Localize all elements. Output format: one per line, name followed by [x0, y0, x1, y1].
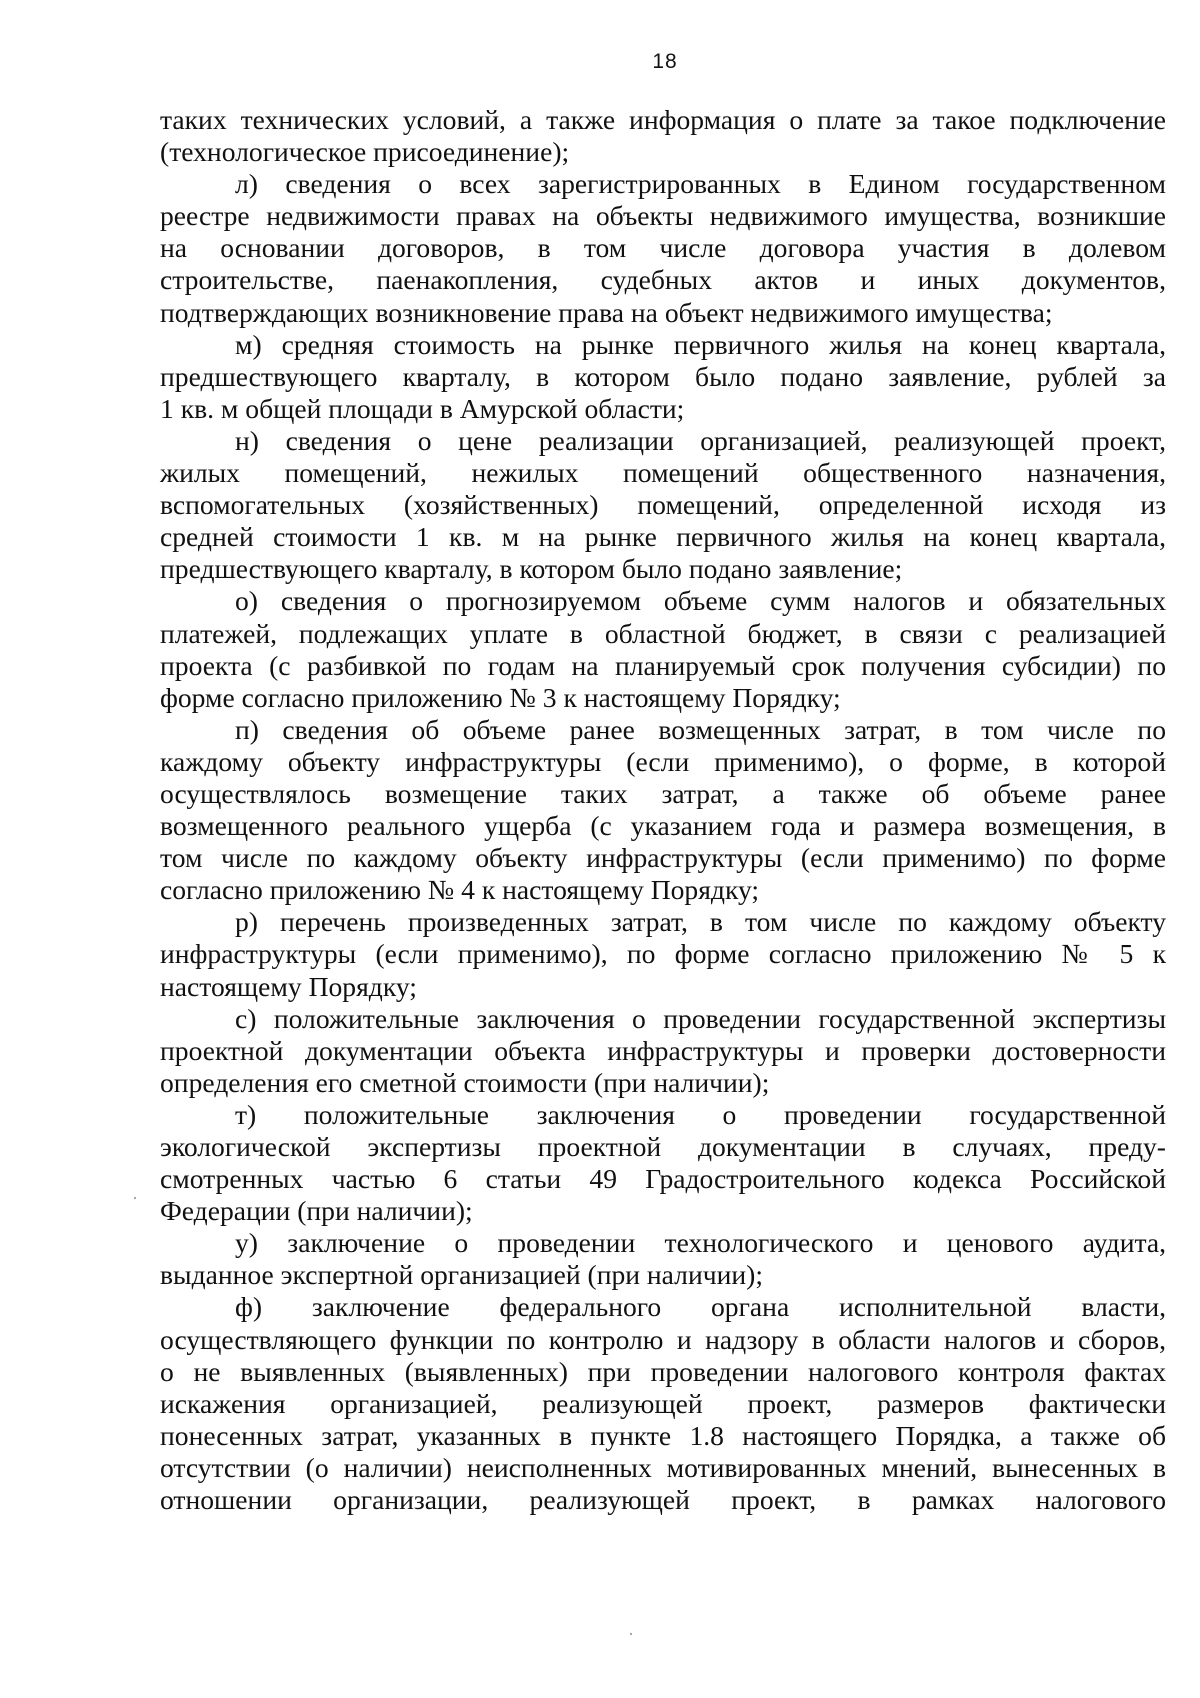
text-line: 1 кв. м общей площади в Амурской области; — [160, 392, 685, 424]
text-line: таких технических условий, а также информация о плате за такое подключение — [160, 104, 1166, 135]
text-line: Федерации (при наличии); — [160, 1195, 473, 1227]
scan-speck — [134, 1197, 136, 1199]
text-line: предшествующего кварталу, в котором было подано заявление; — [160, 553, 903, 585]
text-line: л) сведения о всех зарегистрированных в Едином государственном — [235, 168, 1166, 200]
document-body-text — [160, 104, 1166, 1516]
text-line: предшествующего кварталу, в котором было подано заявление, рублей за — [160, 360, 1166, 392]
text-line: проектной документации объекта инфраструктуры и проверки достоверности — [160, 1034, 1166, 1066]
text-line: том числе по каждому объекту инфраструктуры (если применимо) по форме — [160, 842, 1166, 874]
text-line: м) средняя стоимость на рынке первичного жилья на конец квартала, — [235, 328, 1166, 360]
text-line: форме согласно приложению № 3 к настоящему Порядку; — [160, 681, 841, 713]
text-line: на основании договоров, в том числе договора участия в долевом — [160, 232, 1166, 264]
text-line: осуществляющего функции по контролю и надзору в области налогов и сборов, — [160, 1323, 1166, 1355]
text-line: с) положительные заключения о проведении государственной экспертизы — [235, 1002, 1166, 1034]
text-line: возмещенного реального ущерба (с указанием года и размера возмещения, в — [160, 810, 1166, 842]
text-line: о не выявленных (выявленных) при проведении налогового контроля фактах — [160, 1355, 1166, 1387]
text-line: ф) заключение федерального органа исполнительной власти, — [235, 1291, 1166, 1323]
text-line: понесенных затрат, указанных в пункте 1.8 настоящего Порядка, а также об — [160, 1419, 1166, 1451]
text-line: платежей, подлежащих уплате в областной бюджет, в связи с реализацией — [160, 617, 1166, 649]
text-line: реестре недвижимости правах на объекты недвижимого имущества, возникшие — [160, 200, 1166, 232]
text-line: р) перечень произведенных затрат, в том числе по каждому объекту — [235, 906, 1166, 938]
scan-speck — [630, 1633, 632, 1635]
text-line: согласно приложению № 4 к настоящему Порядку; — [160, 874, 760, 906]
text-line: искажения организацией, реализующей проект, размеров фактически — [160, 1387, 1166, 1419]
text-line: определения его сметной стоимости (при наличии); — [160, 1066, 770, 1098]
text-line: н) сведения о цене реализации организацией, реализующей проект, — [235, 424, 1166, 456]
text-line: выданное экспертной организацией (при наличии); — [160, 1259, 763, 1291]
text-line: подтверждающих возникновение права на объект недвижимого имущества; — [160, 296, 1053, 328]
text-line: каждому объекту инфраструктуры (если применимо), о форме, в которой — [160, 745, 1166, 777]
text-line: осуществлялось возмещение таких затрат, а также об объеме ранее — [160, 777, 1166, 809]
text-line: смотренных частью 6 статьи 49 Градостроительного кодекса Российской — [160, 1163, 1166, 1195]
text-line: строительстве, паенакопления, судебных актов и иных документов, — [160, 264, 1166, 296]
text-line: вспомогательных (хозяйственных) помещений, определенной исходя из — [160, 489, 1166, 521]
text-line: отсутствии (о наличии) неисполненных мотивированных мнений, вынесенных в — [160, 1451, 1166, 1483]
text-line: о) сведения о прогнозируемом объеме сумм налогов и обязательных — [235, 585, 1166, 617]
text-line: у) заключение о проведении технологического и ценового аудита, — [235, 1227, 1166, 1259]
text-line: п) сведения об объеме ранее возмещенных затрат, в том числе по — [235, 713, 1166, 745]
text-line: средней стоимости 1 кв. м на рынке первичного жилья на конец квартала, — [160, 521, 1166, 553]
text-line: жилых помещений, нежилых помещений общественного назначения, — [160, 457, 1166, 489]
text-line: настоящему Порядку; — [160, 970, 417, 1002]
text-line: экологической экспертизы проектной документации в случаях, преду- — [160, 1131, 1166, 1162]
text-line: отношении организации, реализующей проект, в рамках налогового — [160, 1484, 1166, 1516]
text-line: проекта (с разбивкой по годам на планируемый срок получения субсидии) по — [160, 649, 1166, 681]
text-line: инфраструктуры (если применимо), по форме согласно приложению № 5 к — [160, 938, 1166, 970]
text-line: (технологическое присоединение); — [160, 136, 570, 168]
page-number: 18 — [652, 50, 678, 73]
text-line: т) положительные заключения о проведении государственной — [235, 1098, 1166, 1130]
